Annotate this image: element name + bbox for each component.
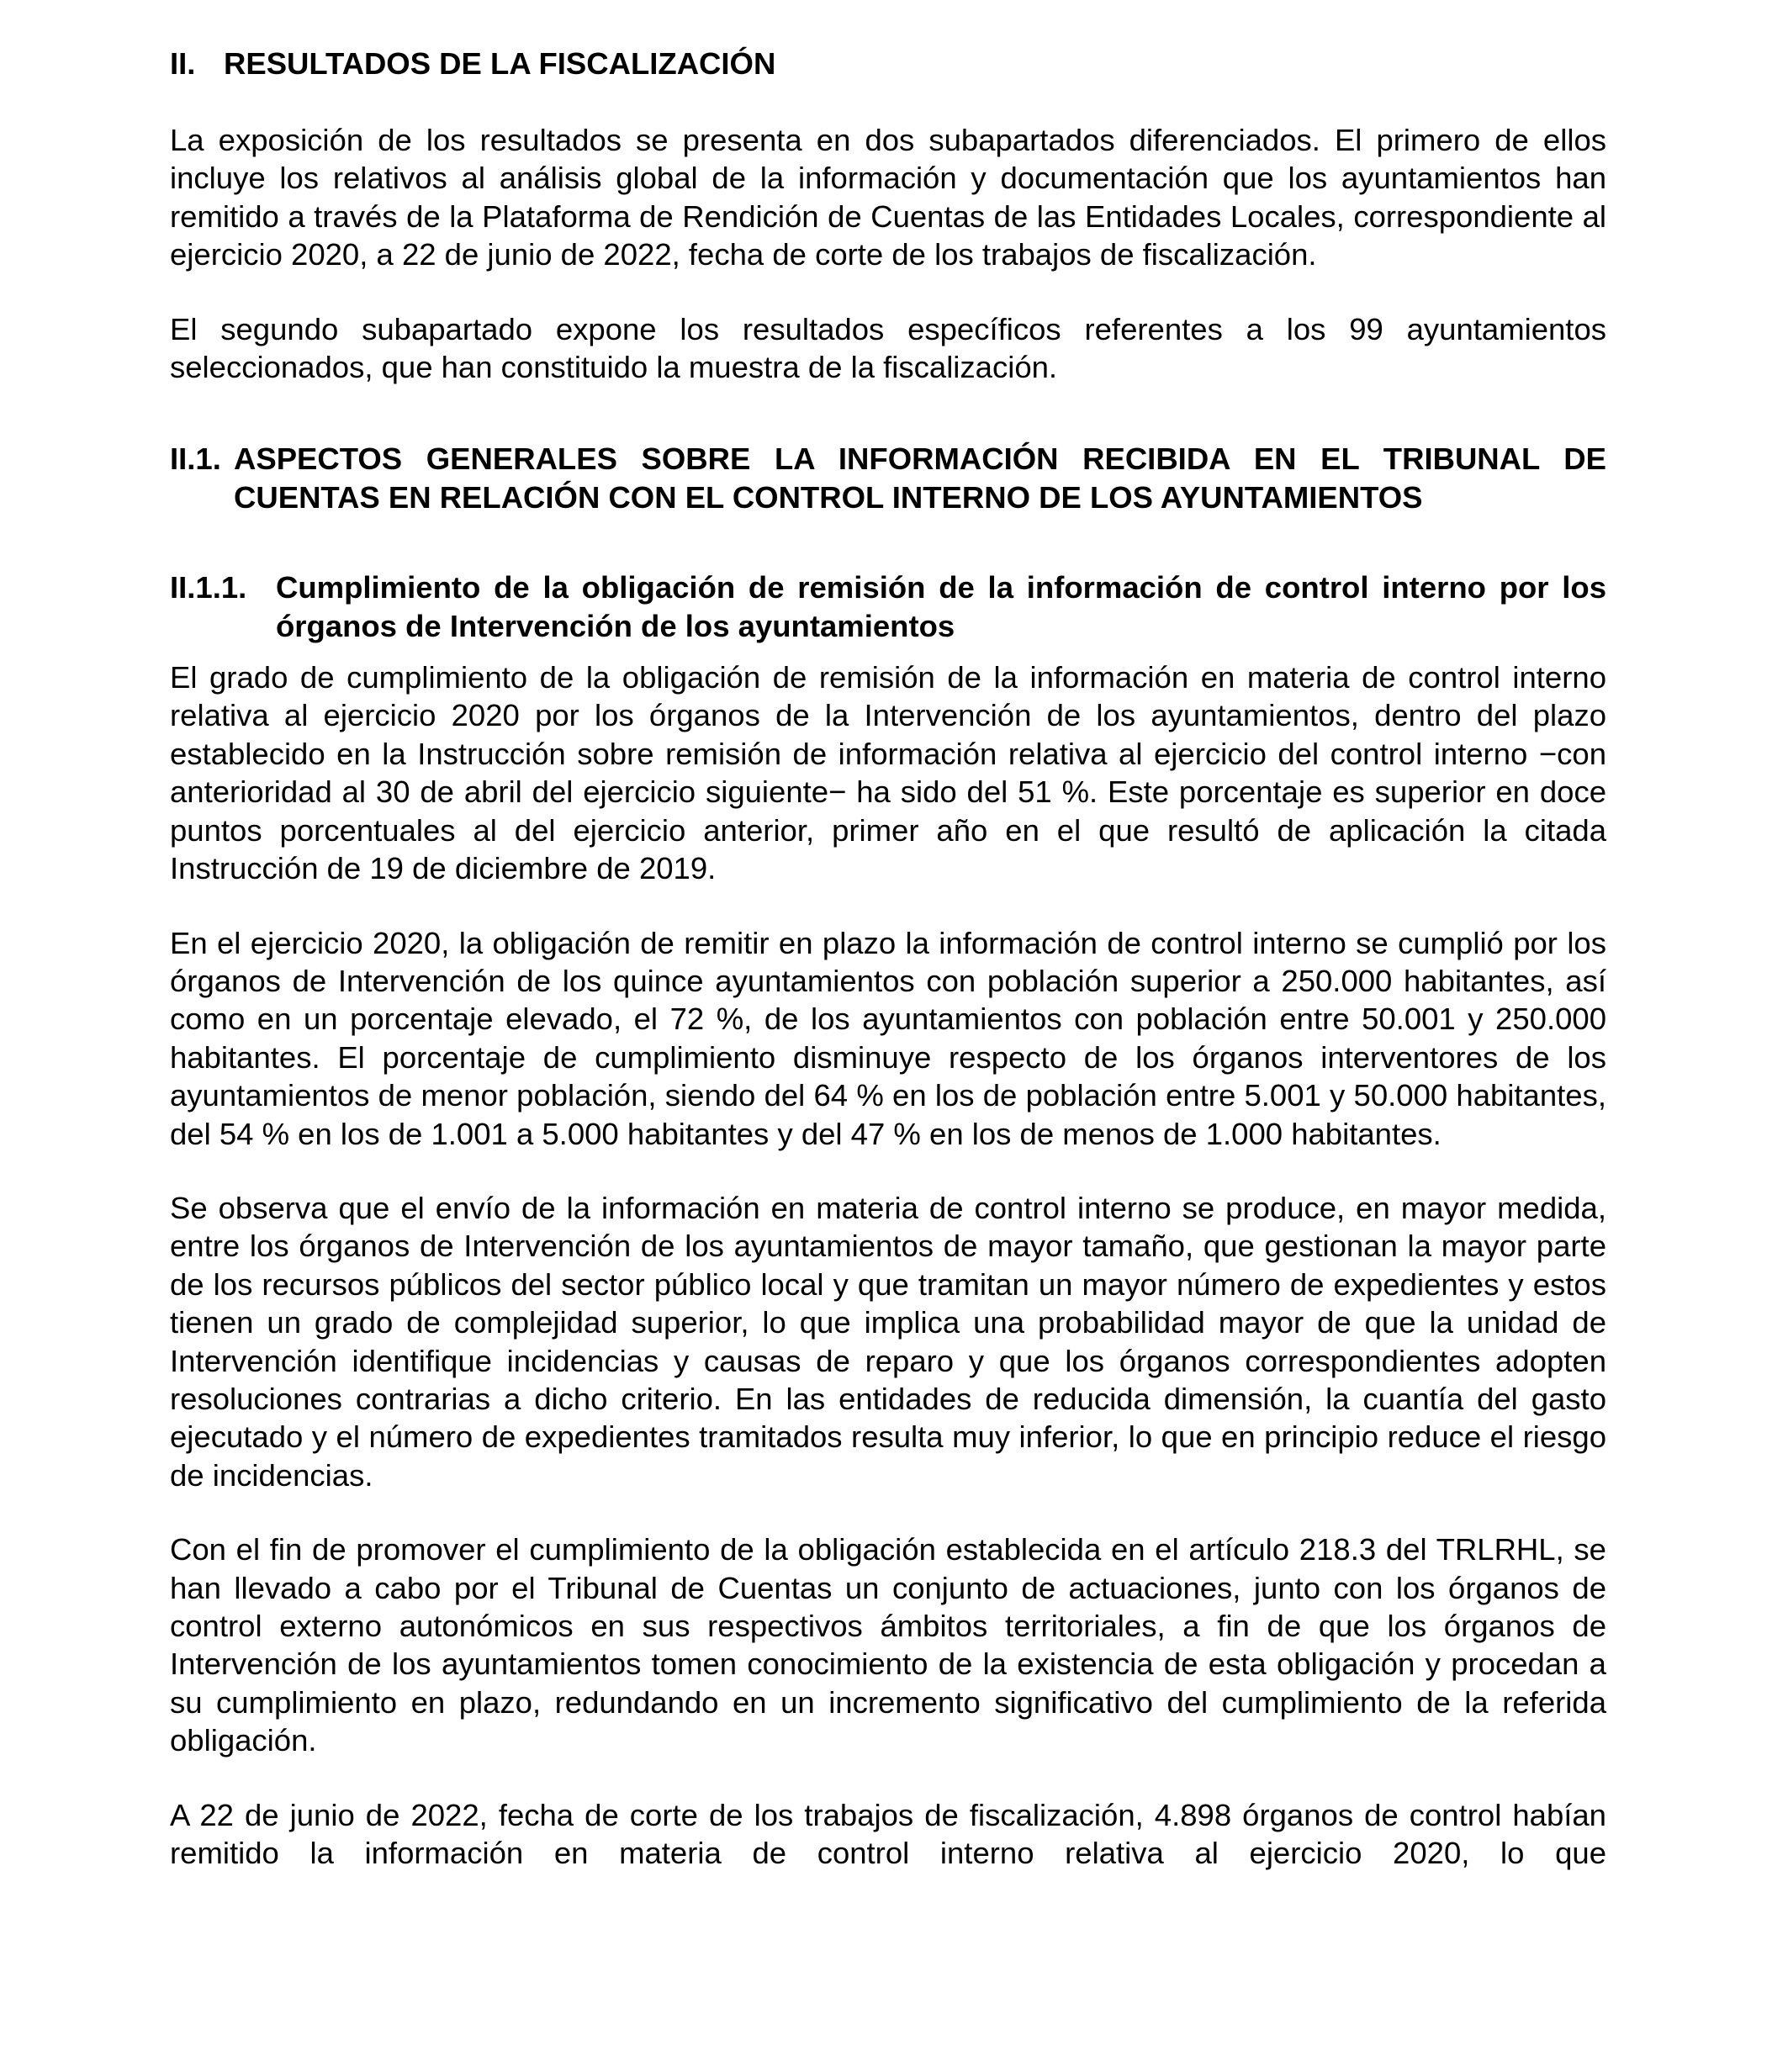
body-paragraph-1: El grado de cumplimiento de la obligación de remisión de la información en materia de control interno relativa al ejercicio 2020 por los órganos de la Intervención de los ayuntamientos, dentro del plazo establecido en la Instrucción sobre remisión de información relativa al ejercicio del control interno −con anterioridad al 30 de abril del ejercicio siguiente− ha sido del 51 %. Este porcentaje es superior en doce puntos porcentuales al del ejercicio anterior, primer año en el que resultó de aplicación la citada Instrucción de 19 de diciembre de 2019. xyxy=(170,660,1606,886)
subsubsection-heading xyxy=(170,568,1606,645)
subsection-title: ASPECTOS GENERALES SOBRE LA INFORMACIÓN RECIBIDA EN EL TRIBUNAL DE CUENTAS EN RELACIÓN CON EL CONTROL INTERNO DE LOS AYUNTAMIENTOS xyxy=(234,441,1606,515)
body-paragraph-5: A 22 de junio de 2022, fecha de corte de los trabajos de fiscalización, 4.898 órganos de control habían remitido la información en materia de control interno relativa al ejercicio 2020, lo que xyxy=(170,1797,1606,1871)
subsection-heading xyxy=(170,440,1606,516)
body-paragraph-2: En el ejercicio 2020, la obligación de remitir en plazo la información de control interno se cumplió por los órganos de Intervención de los quince ayuntamientos con población superior a 250.000 habitantes, así como en un porcentaje elevado, el 72 %, de los ayuntamientos con población entre 50.001 y 250.000 habitantes. El porcentaje de cumplimiento disminuye respecto de los órganos interventores de los ayuntamientos de menor población, siendo del 64 % en los de población entre 5.001 y 50.000 habitantes, del 54 % en los de 1.001 a 5.000 habitantes y del 47 % en los de menos de 1.000 habitantes. xyxy=(170,925,1606,1151)
section-title: RESULTADOS DE LA FISCALIZACIÓN xyxy=(224,46,776,81)
subsubsection-title: Cumplimiento de la obligación de remisión de la información de control interno por los órganos de Intervención de los ayuntamientos xyxy=(276,570,1606,643)
intro-paragraph-1: La exposición de los resultados se presenta en dos subapartados diferenciados. El primero de ellos incluye los relativos al análisis global de la información y documentación que los ayuntamientos han remitido a través de la Plataforma de Rendición de Cuentas de las Entidades Locales, correspondiente al ejercicio 2020, a 22 de junio de 2022, fecha de corte de los trabajos de fiscalización. xyxy=(170,123,1606,272)
document-page xyxy=(170,44,1606,1872)
intro-paragraph-2: El segundo subapartado expone los resultados específicos referentes a los 99 ayuntamientos seleccionados, que han constituido la muestra de la fiscalización. xyxy=(170,311,1606,385)
body-paragraph-4: Con el fin de promover el cumplimiento de la obligación establecida en el artículo 218.3 del TRLRHL, se han llevado a cabo por el Tribunal de Cuentas un conjunto de actuaciones, junto con los órganos de control externo autonómicos en sus respectivos ámbitos territoriales, a fin de que los órganos de Intervención de los ayuntamientos tomen conocimiento de la existencia de esta obligación y procedan a su cumplimiento en plazo, redundando en un incremento significativo del cumplimiento de la referida obligación. xyxy=(170,1532,1606,1758)
section-number: II. xyxy=(170,46,196,81)
subsubsection-number: II.1.1. xyxy=(170,570,247,605)
section-heading xyxy=(170,44,1606,84)
subsection-number: II.1. xyxy=(170,441,221,477)
body-paragraph-3: Se observa que el envío de la información en materia de control interno se produce, en mayor medida, entre los órganos de Intervención de los ayuntamientos de mayor tamaño, que gestionan la mayor parte de los recursos públicos del sector público local y que tramitan un mayor número de expedientes y estos tienen un grado de complejidad superior, lo que implica una probabilidad mayor de que la unidad de Intervención identifique incidencias y causas de reparo y que los órganos correspondientes adopten resoluciones contrarias a dicho criterio. En las entidades de reducida dimensión, la cuantía del gasto ejecutado y el número de expedientes tramitados resulta muy inferior, lo que en principio reduce el riesgo de incidencias. xyxy=(170,1190,1606,1493)
